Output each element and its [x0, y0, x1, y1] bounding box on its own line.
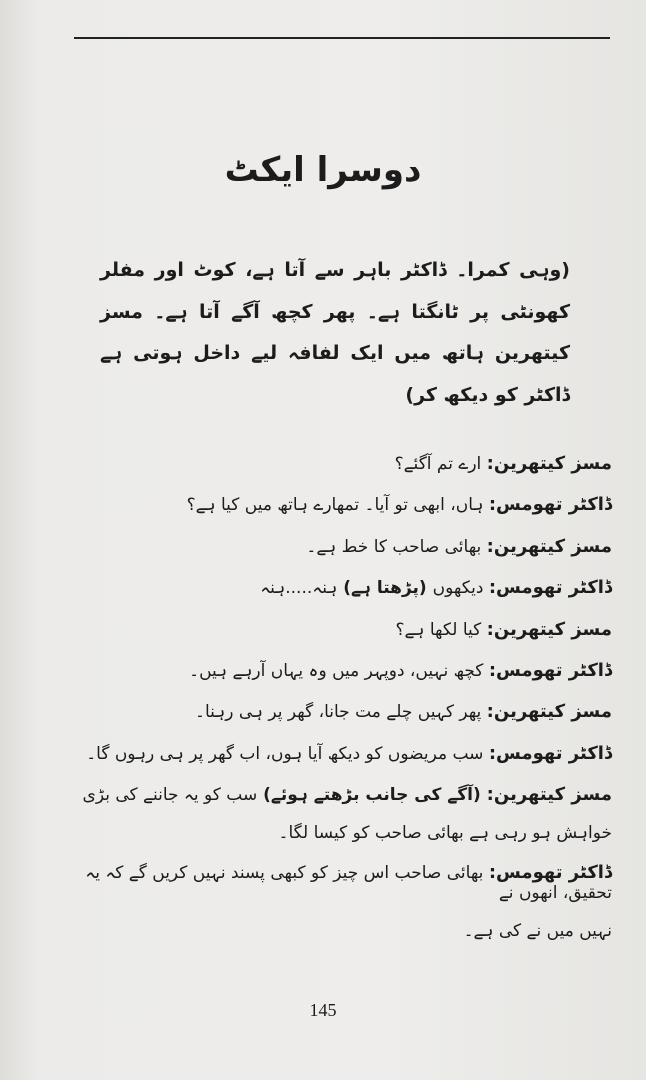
- speech: کچھ نہیں، دوپہر میں وہ یہاں آرہے ہیں۔: [189, 660, 489, 681]
- speech: پھر کہیں چلے مت جانا، گھر پر ہی رہنا۔: [194, 702, 487, 723]
- speech: بھائی صاحب کا خط ہے۔: [306, 536, 487, 557]
- speaker: ڈاکٹر تھومس:: [488, 742, 612, 764]
- speech: سب کو یہ جاننے کی بڑی: [82, 785, 258, 806]
- dialogue-line: [72, 863, 612, 941]
- speech: سب مریضوں کو دیکھ آیا ہوں، اب گھر پر ہی رہوں گا۔: [86, 743, 489, 764]
- speech: کیا لکھا ہے؟: [395, 619, 487, 640]
- speaker: مسز کیتھرین:: [486, 701, 612, 723]
- dialogue-line: [72, 495, 612, 517]
- speaker: مسز کیتھرین:: [486, 453, 612, 474]
- stage-aside: (پڑھتا ہے): [337, 578, 433, 599]
- dialogue-line: [72, 454, 612, 476]
- dialogue-line: [72, 661, 612, 683]
- speaker: ڈاکٹر تھومس:: [488, 577, 612, 599]
- speech: ہاں، ابھی تو آیا۔ تمھارے ہاتھ میں کیا ہے؟: [186, 495, 489, 516]
- speech-cont: ہنہ.....ہنہ: [260, 578, 338, 599]
- speaker: مسز کیتھرین:: [486, 535, 612, 557]
- stage-aside: (آگے کی جانب بڑھتے ہوئے): [257, 785, 487, 806]
- speaker: مسز کیتھرین:: [486, 618, 612, 640]
- dialogue-line: [72, 620, 612, 642]
- stage-direction: (وہی کمرا۔ ڈاکٹر باہر سے آتا ہے، کوٹ اور مفلر کھونٹی پر ٹانگتا ہے۔ پھر کچھ آگے آتا ہے۔ مسز کیتھرین ہاتھ میں ایک لفافہ لیے داخل ہوتی ہے ڈاکٹر کو دیکھ کر): [100, 259, 570, 406]
- speaker: ڈاکٹر تھومس:: [488, 494, 612, 516]
- speech: ارے تم آگئے؟: [394, 454, 487, 474]
- top-rule: [74, 37, 610, 39]
- speaker: ڈاکٹر تھومس:: [488, 659, 612, 681]
- speaker: ڈاکٹر تھومس:: [488, 861, 612, 883]
- speech: بھائی صاحب اس چیز کو کبھی پسند نہیں کریں گے کہ یہ تحقیق، انھوں نے: [85, 862, 612, 903]
- speech: دیکھوں: [432, 578, 489, 599]
- dialogue-line: [72, 578, 612, 600]
- speech-cont: نہیں میں نے کی ہے۔: [463, 920, 612, 941]
- page-number: 145: [309, 1000, 337, 1020]
- dialogue-line: [72, 702, 612, 724]
- dialogue-line: [72, 744, 612, 766]
- dialogue-line: [72, 537, 612, 559]
- speaker: مسز کیتھرین:: [486, 784, 612, 806]
- act-title: دوسرا ایکٹ: [224, 150, 422, 190]
- speech-cont: خواہش ہو رہی ہے بھائی صاحب کو کیسا لگا۔: [278, 823, 612, 844]
- dialogue-line: [72, 785, 612, 843]
- dialogue: [72, 454, 612, 960]
